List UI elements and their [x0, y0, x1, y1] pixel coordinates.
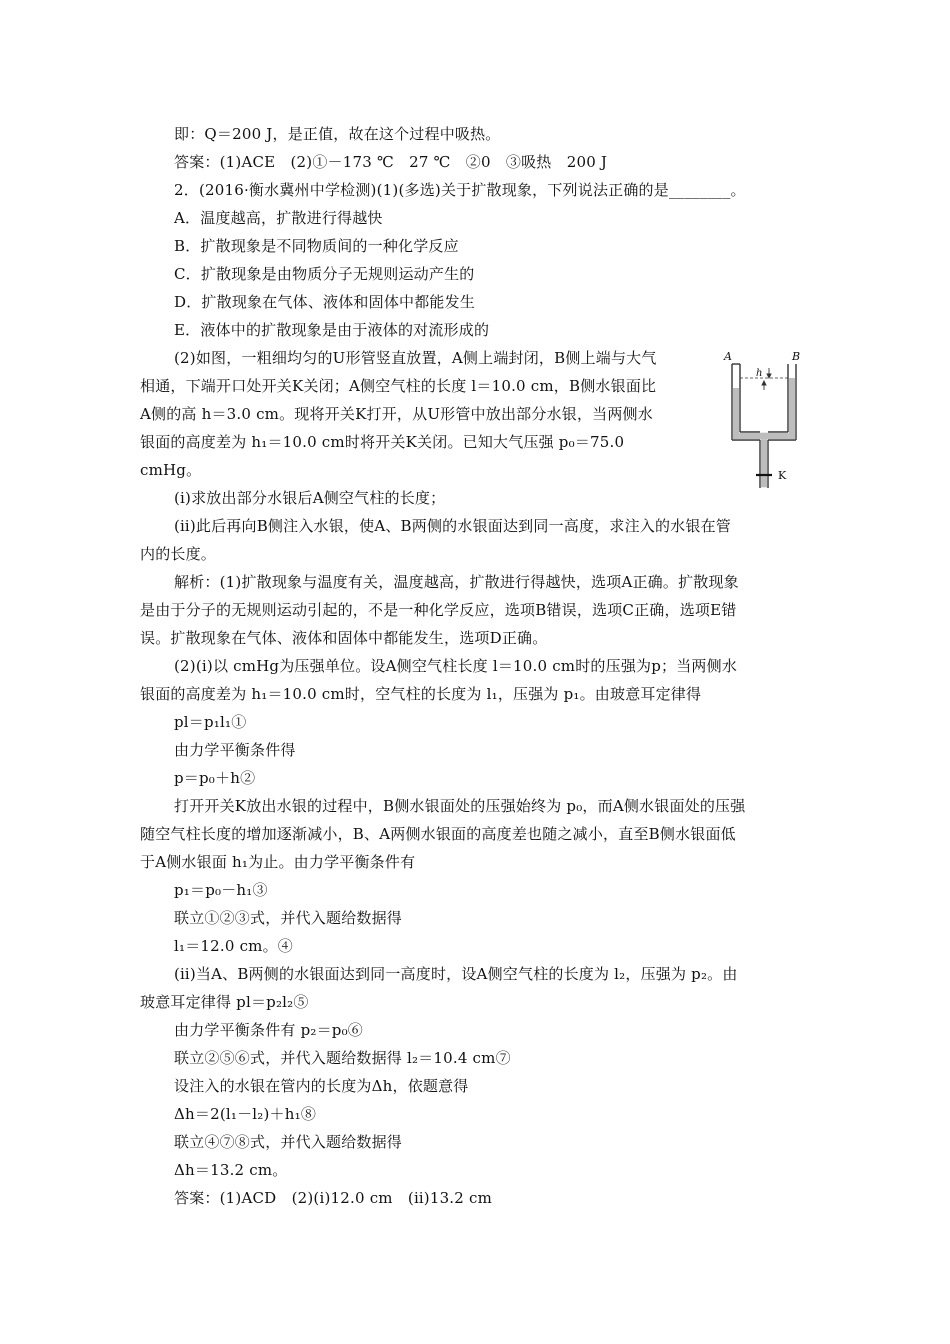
- solution-line: (ⅱ)当A、B两侧的水银面达到同一高度时，设A侧空气柱的长度为 l₂，压强为 p₂。由: [174, 965, 738, 983]
- solution-line: 由力学平衡条件得: [174, 741, 296, 759]
- height-arrows: [762, 368, 771, 390]
- option-d: D．扩散现象在气体、液体和固体中都能发生: [174, 293, 476, 311]
- solution-line: 于A侧水银面 h₁为止。由力学平衡条件有: [140, 853, 416, 871]
- solution-line: 解析：(1)扩散现象与温度有关，温度越高，扩散进行得越快，选项A正确。扩散现象: [174, 573, 739, 591]
- u-tube-figure: [722, 348, 808, 496]
- question-2-title: 2．(2016·衡水冀州中学检测)(1)(多选)关于扩散现象，下列说法正确的是________。: [174, 181, 746, 199]
- text-line: 即：Q＝200 J，是正值，故在这个过程中吸热。: [174, 125, 501, 143]
- option-c: C．扩散现象是由物质分子无规则运动产生的: [174, 265, 475, 283]
- part-2-text: cmHg。: [140, 461, 202, 479]
- equation-1: pl＝p₁l₁①: [174, 713, 247, 731]
- solution-line: 联立④⑦⑧式，并代入题给数据得: [174, 1133, 403, 1151]
- sub-question-ii: 内的长度。: [140, 545, 217, 563]
- solution-line: 误。扩散现象在气体、液体和固体中都能发生，选项D正确。: [140, 629, 548, 647]
- equation-2: p＝p₀＋h②: [174, 769, 256, 787]
- option-b: B．扩散现象是不同物质间的一种化学反应: [174, 237, 459, 255]
- part-2-text: 银面的高度差为 h₁＝10.0 cm时将开关K关闭。已知大气压强 p₀＝75.0: [140, 433, 625, 451]
- solution-line: 打开开关K放出水银的过程中，B侧水银面处的压强始终为 p₀，而A侧水银面处的压强: [174, 797, 746, 815]
- part-2-text: A侧的高 h＝3.0 cm。现将开关K打开，从U形管中放出部分水银，当两侧水: [140, 405, 653, 423]
- equation-7: 联立②⑤⑥式，并代入题给数据得 l₂＝10.4 cm⑦: [174, 1049, 511, 1067]
- equation-6: 由力学平衡条件有 p₂＝p₀⑥: [174, 1021, 363, 1039]
- part-2-text: (2)如图，一粗细均匀的U形管竖直放置，A侧上端封闭，B侧上端与大气: [174, 349, 657, 367]
- equation-3: p₁＝p₀－h₁③: [174, 881, 268, 899]
- part-2-text: 相通，下端开口处开关K关闭；A侧空气柱的长度 l＝10.0 cm，B侧水银面比: [140, 377, 657, 395]
- label-a: A: [724, 350, 732, 363]
- solution-line: 随空气柱长度的增加逐渐减小，B、A两侧水银面的高度差也随之减小，直至B侧水银面低: [140, 825, 736, 843]
- solution-line: 银面的高度差为 h₁＝10.0 cm时，空气柱的长度为 l₁，压强为 p₁。由玻意耳定律得: [140, 685, 702, 703]
- solution-line: 是由于分子的无规则运动引起的，不是一种化学反应，选项B错误，选项C正确，选项E错: [140, 601, 737, 619]
- solution-line: 设注入的水银在管内的长度为Δh，依题意得: [174, 1077, 469, 1095]
- solution-line: (2)(ⅰ)以 cmHg为压强单位。设A侧空气柱长度 l＝10.0 cm时的压强为p；当两侧水: [174, 657, 738, 675]
- sub-question-i: (ⅰ)求放出部分水银后A侧空气柱的长度；: [174, 489, 446, 507]
- option-e: E．液体中的扩散现象是由于液体的对流形成的: [174, 321, 490, 339]
- sub-question-ii: (ⅱ)此后再向B侧注入水银，使A、B两侧的水银面达到同一高度，求注入的水银在管: [174, 517, 731, 535]
- label-h: h: [756, 368, 763, 379]
- result-line: Δh＝13.2 cm。: [174, 1161, 288, 1179]
- final-answer: 答案：(1)ACD (2)(ⅰ)12.0 cm (ⅱ)13.2 cm: [174, 1189, 493, 1207]
- equation-5: 玻意耳定律得 pl＝p₂l₂⑤: [140, 993, 309, 1011]
- equation-8: Δh＝2(l₁－l₂)＋h₁⑧: [174, 1105, 317, 1123]
- label-k: K: [778, 469, 787, 482]
- option-a: A．温度越高，扩散进行得越快: [174, 209, 383, 227]
- label-b: B: [792, 350, 801, 363]
- solution-line: 联立①②③式，并代入题给数据得: [174, 909, 403, 927]
- equation-4: l₁＝12.0 cm。④: [174, 937, 294, 955]
- answer-line: 答案：(1)ACE (2)①－173 ℃ 27 ℃ ②0 ③吸热 200 J: [174, 153, 608, 171]
